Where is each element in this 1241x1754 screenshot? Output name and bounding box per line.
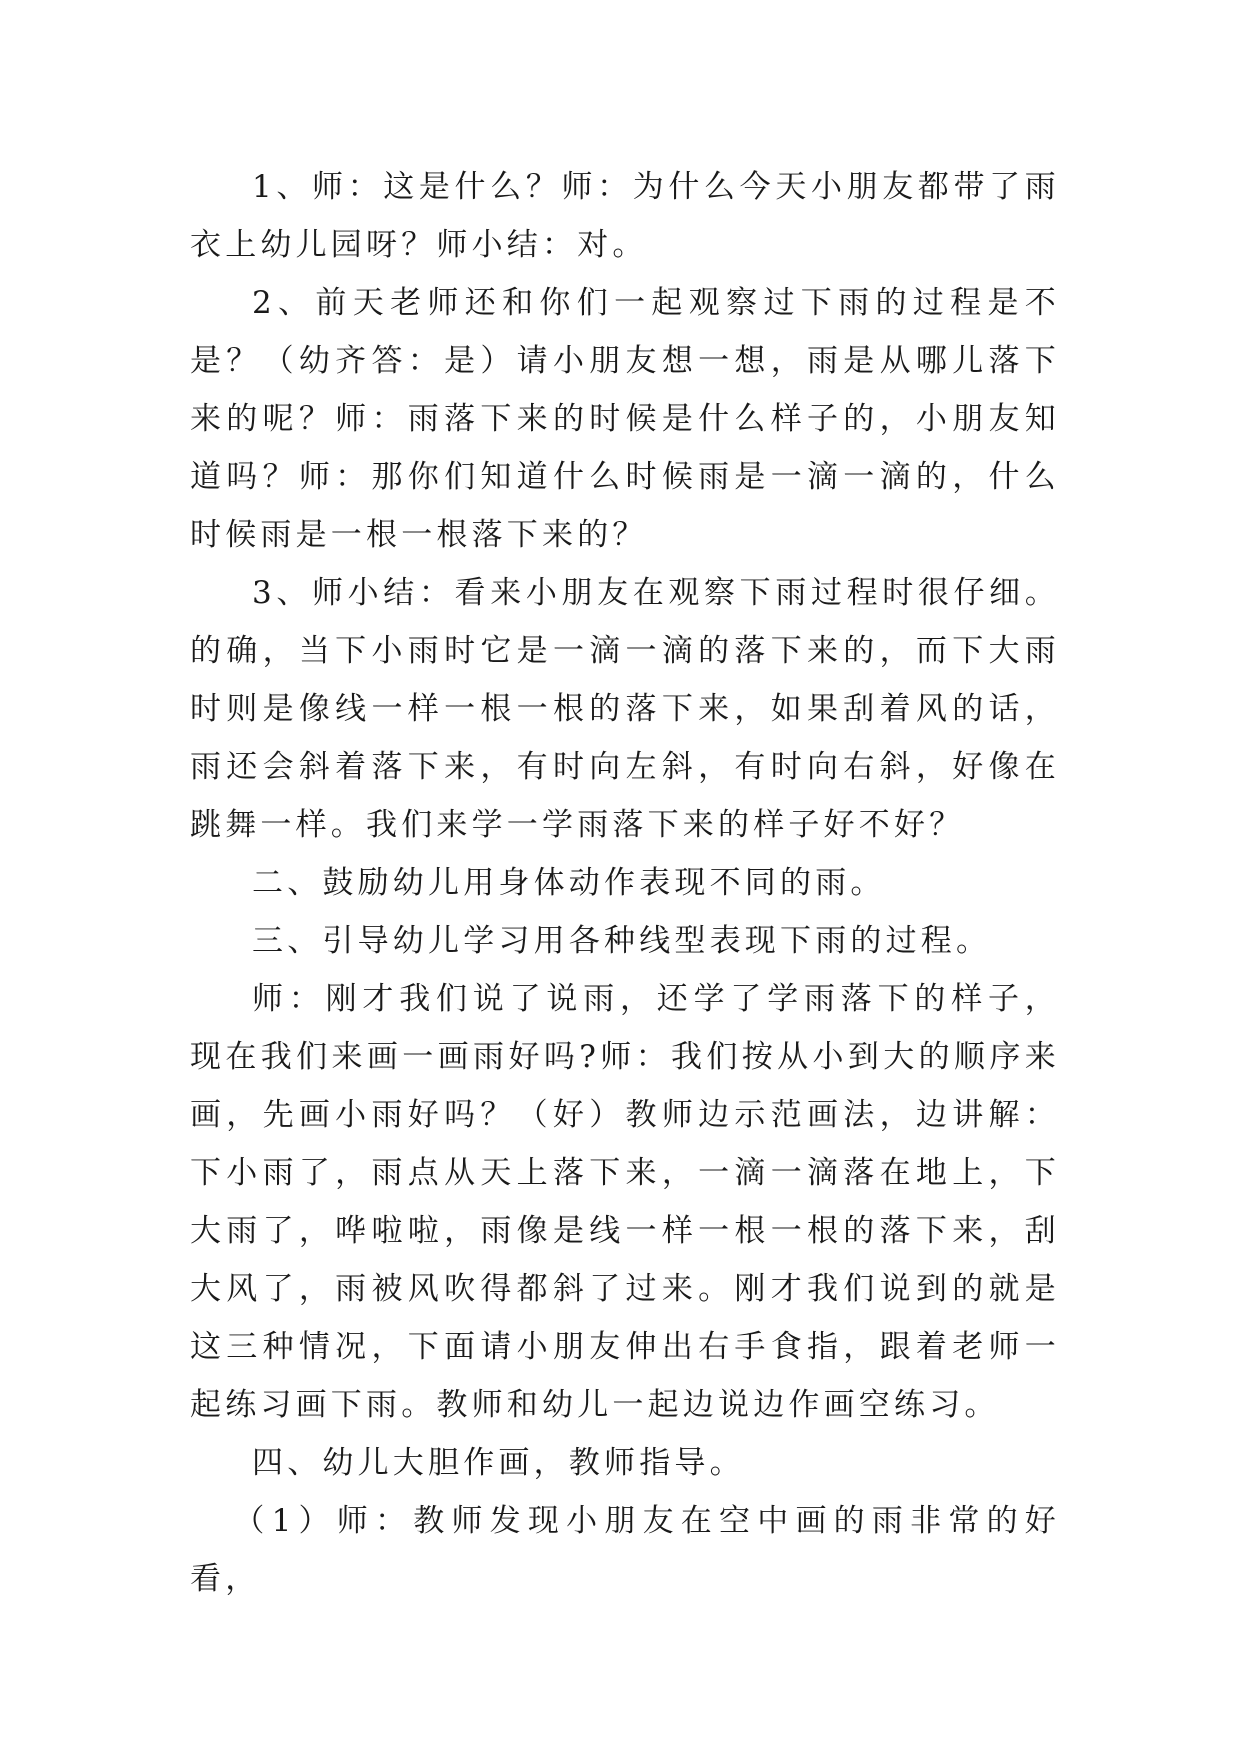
paragraph-6: 师：刚才我们说了说雨，还学了学雨落下的样子，现在我们来画一画雨好吗?师：我们按从小到大的顺序来画，先画小雨好吗？（好）教师边示范画法，边讲解：下小雨了，雨点从天上落下来，一滴一滴落在地上，下大雨了，哗啦啦，雨像是线一样一根一根的落下来，刮大风了，雨被风吹得都斜了过来。刚才我们说到的就是这三种情况，下面请小朋友伸出右手食指，跟着老师一起练习画下雨。教师和幼儿一起边说边作画空练习。 bbox=[190, 981, 1060, 1423]
paragraph-2: 2、前天老师还和你们一起观察过下雨的过程是不是？（幼齐答：是）请小朋友想一想，雨是从哪儿落下来的呢？师：雨落下来的时候是什么样子的，小朋友知道吗？师：那你们知道什么时候雨是一滴一滴的，什么时候雨是一根一根落下来的？ bbox=[190, 285, 1060, 553]
paragraph-7: 四、幼儿大胆作画，教师指导。 bbox=[252, 1445, 745, 1481]
paragraph-3: 3、师小结：看来小朋友在观察下雨过程时很仔细。的确，当下小雨时它是一滴一滴的落下来的，而下大雨时则是像线一样一根一根的落下来，如果刮着风的话，雨还会斜着落下来，有时向左斜，有时向右斜，好像在跳舞一样。我们来学一学雨落下来的样子好不好？ bbox=[190, 575, 1060, 843]
paragraph-5: 三、引导幼儿学习用各种线型表现下雨的过程。 bbox=[252, 923, 992, 959]
document-body bbox=[190, 158, 1060, 1608]
paragraph-4: 二、鼓励幼儿用身体动作表现不同的雨。 bbox=[252, 865, 886, 901]
paragraph-1: 1、师：这是什么？师：为什么今天小朋友都带了雨衣上幼儿园呀？师小结：对。 bbox=[190, 169, 1060, 263]
paragraph-8: （1）师：教师发现小朋友在空中画的雨非常的好看， bbox=[190, 1503, 1060, 1597]
